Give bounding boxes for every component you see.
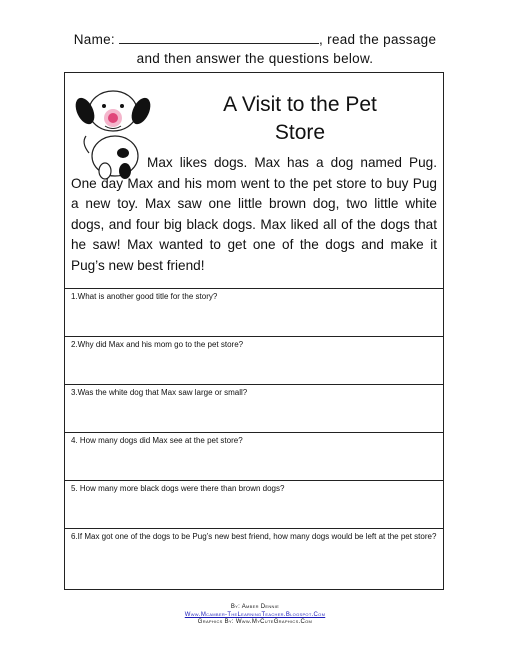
blog-link[interactable]: Www.Mcamber-TheLearningTeacher.Blogspot.Com bbox=[184, 611, 326, 618]
story-text: Max likes dogs. Max has a dog named Pug. One day Max and his mom went to the pet store to buy Pug a new toy. Max saw one little brown dog, two little white dogs, and four big black dogs. Max liked all of the dogs that he saw! Max wanted to get one of the dogs and make it Pug’s new best friend! bbox=[71, 155, 437, 273]
question-5-text: 5. How many more black dogs were there than brown dogs? bbox=[71, 484, 285, 493]
question-2-text: 2.Why did Max and his mom go to the pet store? bbox=[71, 340, 244, 349]
question-1[interactable] bbox=[65, 289, 443, 337]
story-title-line-2: Store bbox=[274, 121, 326, 144]
question-3[interactable] bbox=[65, 385, 443, 433]
questions-list bbox=[65, 289, 443, 589]
question-6[interactable] bbox=[65, 529, 443, 589]
instruction-line-2: and then answer the questions below. bbox=[136, 51, 374, 66]
header-instructions bbox=[0, 30, 510, 68]
credits bbox=[0, 604, 510, 627]
question-1-text: 1.What is another good title for the story? bbox=[71, 292, 218, 301]
question-6-text: 6.If Max got one of the dogs to be Pug’s new best friend, how many dogs would be left at the pet store? bbox=[71, 532, 437, 541]
question-4-text: 4. How many dogs did Max see at the pet store? bbox=[71, 436, 243, 445]
author-credit: By: Amber Dennie bbox=[230, 604, 280, 610]
worksheet-box bbox=[64, 72, 444, 590]
name-label: Name: bbox=[73, 32, 115, 47]
question-3-text: 3.Was the white dog that Max saw large or small? bbox=[71, 388, 248, 397]
story-title bbox=[185, 91, 415, 147]
graphics-credit: Graphics By: Www.MyCuteGraphics.Com bbox=[197, 619, 313, 625]
question-2[interactable] bbox=[65, 337, 443, 385]
passage-section bbox=[65, 73, 443, 289]
instruction-line-1: , read the passage bbox=[319, 32, 437, 47]
story-title-line-1: A Visit to the Pet bbox=[223, 93, 377, 116]
question-4[interactable] bbox=[65, 433, 443, 481]
question-5[interactable] bbox=[65, 481, 443, 529]
name-blank-line[interactable] bbox=[119, 30, 319, 44]
